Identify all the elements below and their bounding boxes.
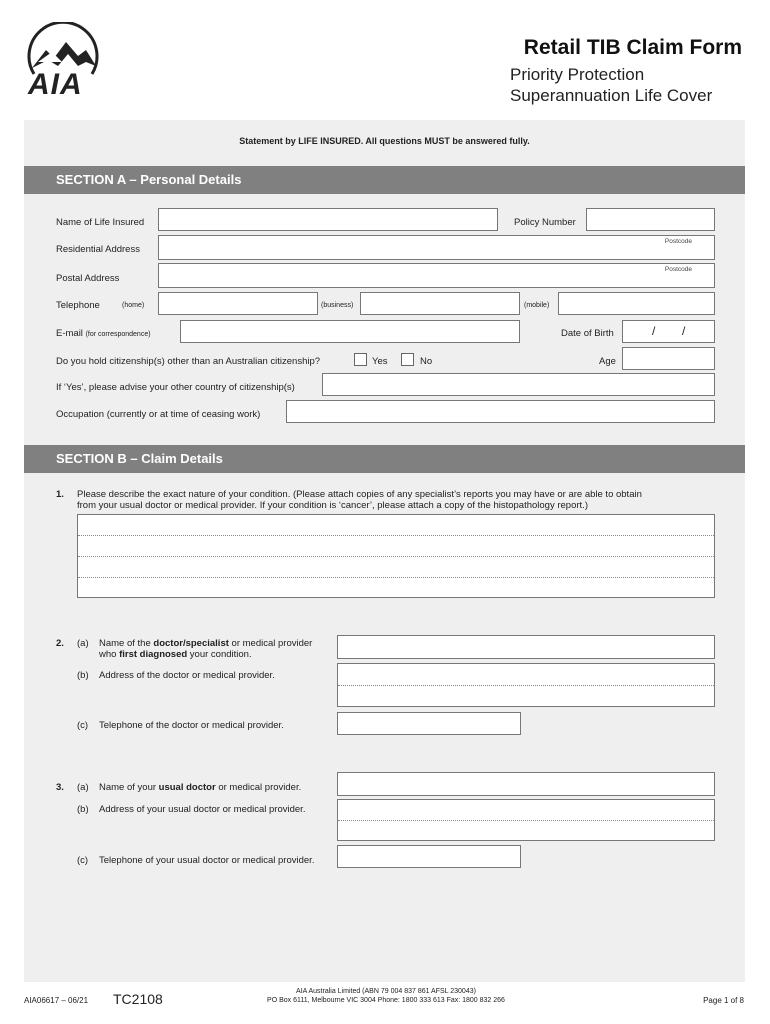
q2c-text: Telephone of the doctor or medical provider. (99, 720, 284, 731)
q2a-text-part: or medical provider (228, 638, 313, 649)
residential-postcode-label: Postcode (664, 238, 692, 245)
yes-label: Yes (372, 356, 388, 367)
usual-doctor-name-input[interactable] (337, 772, 715, 796)
diagnosing-doctor-address-input[interactable] (337, 663, 715, 707)
q3a-text-part: Name of your (99, 782, 159, 793)
citizenship-question: Do you hold citizenship(s) other than an Australian citizenship? (56, 356, 321, 367)
section-a-heading: SECTION A – Personal Details (24, 166, 745, 194)
dob-separator-2: / (682, 324, 686, 338)
email-label (56, 328, 151, 339)
name-label: Name of Life Insured (56, 217, 145, 228)
q3a-text-part: or medical provider. (215, 782, 302, 793)
age-label: Age (599, 356, 616, 367)
q1-number: 1. (56, 489, 64, 500)
occupation-input[interactable] (286, 400, 715, 423)
dotted-line (78, 535, 714, 536)
q2a-bold-part: first diagnosed (119, 649, 188, 660)
citizenship-no-checkbox[interactable] (401, 353, 414, 366)
postal-address-input[interactable] (158, 263, 715, 288)
form-subtitle (510, 64, 712, 106)
company-line-2: PO Box 6111, Melbourne VIC 3004 Phone: 1800 333 613 Fax: 1800 832 266 (267, 997, 505, 1004)
q2a-bold-part: doctor/specialist (153, 638, 229, 649)
mobile-label: (mobile) (524, 302, 550, 309)
q3c-letter: (c) (77, 855, 89, 866)
q1-line-1: Please describe the exact nature of your condition. (Please attach copies of any specialist’s reports you may have or are able to obtain (77, 489, 642, 500)
citizenship-yes-checkbox[interactable] (354, 353, 367, 366)
statement-text: Statement by LIFE INSURED. All questions MUST be answered fully. (239, 136, 530, 146)
business-phone-input[interactable] (360, 292, 520, 315)
q2a-text-part: who (99, 649, 120, 660)
dob-separator-1: / (652, 324, 656, 338)
q3b-text: Address of your usual doctor or medical provider. (99, 804, 306, 815)
q3-number: 3. (56, 782, 64, 793)
occupation-label: Occupation (currently or at time of ceasing work) (56, 409, 261, 420)
other-country-input[interactable] (322, 373, 715, 396)
diagnosing-doctor-phone-input[interactable] (337, 712, 521, 735)
policy-label: Policy Number (514, 217, 576, 228)
usual-doctor-address-input[interactable] (337, 799, 715, 841)
q3b-letter: (b) (77, 804, 89, 815)
q2c-letter: (c) (77, 720, 89, 731)
dotted-line (338, 685, 714, 686)
q3a-text (99, 782, 301, 793)
postal-label: Postal Address (56, 273, 120, 284)
email-label-text: E-mail (56, 328, 83, 339)
q3a-letter: (a) (77, 782, 89, 793)
company-line-1: AIA Australia Limited (ABN 79 004 837 861 AFSL 230043) (296, 988, 476, 995)
q2a-text (99, 638, 312, 660)
postal-postcode-label: Postcode (664, 266, 692, 273)
telephone-label: Telephone (56, 300, 100, 311)
name-input[interactable] (158, 208, 498, 231)
form-code: AIA06617 – 06/21 (24, 996, 89, 1005)
q2a-text-part: Name of the (99, 638, 154, 649)
policy-number-input[interactable] (586, 208, 715, 231)
email-note: (for correspondence) (85, 331, 151, 338)
aia-logo (22, 22, 104, 102)
home-label: (home) (122, 302, 145, 309)
dotted-line (338, 820, 714, 821)
subtitle-line-1: Priority Protection (510, 65, 645, 84)
q2a-text-part: your condition. (187, 649, 252, 660)
q2b-text: Address of the doctor or medical provider. (99, 670, 275, 681)
q1-line-2: from your usual doctor or medical provider. If your condition is ‘cancer’, please attach a copy of the histopathology report.) (77, 500, 588, 511)
age-input[interactable] (622, 347, 715, 370)
business-label: (business) (321, 302, 354, 309)
form-title: Retail TIB Claim Form (523, 36, 742, 59)
q2a-letter: (a) (77, 638, 89, 649)
dob-input[interactable] (622, 320, 715, 343)
other-country-label: If ‘Yes’, please advise your other country of citizenship(s) (56, 382, 295, 393)
residential-address-input[interactable] (158, 235, 715, 260)
condition-description-input[interactable] (77, 514, 715, 598)
q3c-text: Telephone of your usual doctor or medical provider. (99, 855, 315, 866)
usual-doctor-phone-input[interactable] (337, 845, 521, 868)
dotted-line (78, 577, 714, 578)
page-number: Page 1 of 8 (703, 996, 744, 1005)
mobile-phone-input[interactable] (558, 292, 715, 315)
subtitle-line-2: Superannuation Life Cover (510, 86, 713, 105)
section-b-heading: SECTION B – Claim Details (24, 445, 745, 473)
diagnosing-doctor-name-input[interactable] (337, 635, 715, 659)
home-phone-input[interactable] (158, 292, 318, 315)
no-label: No (420, 356, 433, 367)
email-input[interactable] (180, 320, 520, 343)
residential-label: Residential Address (56, 244, 140, 255)
q1-text (77, 489, 642, 511)
q2b-letter: (b) (77, 670, 89, 681)
q2-number: 2. (56, 638, 64, 649)
company-details (228, 987, 544, 1005)
logo-text: AIA (28, 68, 83, 101)
q3a-bold-part: usual doctor (158, 782, 216, 793)
tc-code: TC2108 (113, 991, 163, 1007)
dob-label: Date of Birth (561, 328, 614, 339)
dotted-line (78, 556, 714, 557)
